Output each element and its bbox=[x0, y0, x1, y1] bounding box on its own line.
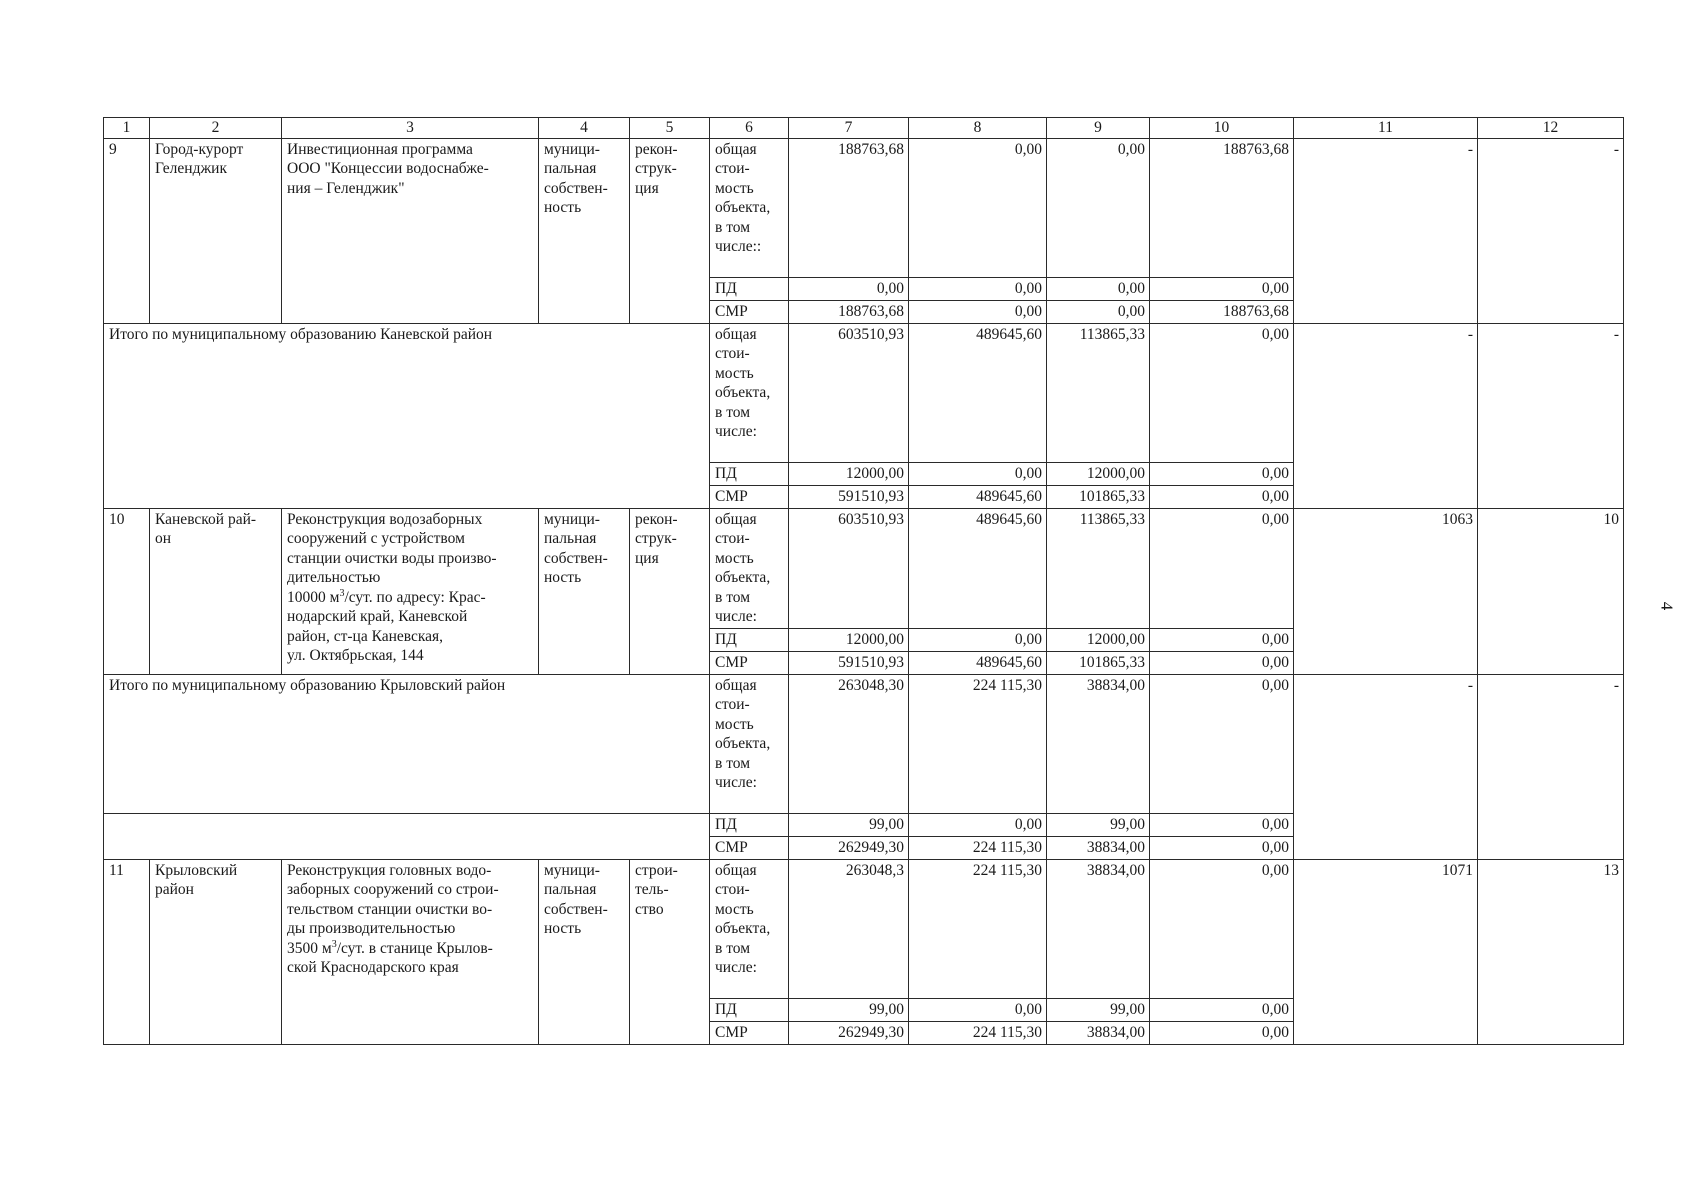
value-cell: 0,00 bbox=[1150, 674, 1294, 813]
object-row-general bbox=[104, 508, 1624, 628]
value-cell: 0,00 bbox=[909, 813, 1047, 836]
value-cell: 0,00 bbox=[909, 998, 1047, 1021]
object-row-general bbox=[104, 138, 1624, 277]
header-cell: 10 bbox=[1150, 118, 1294, 139]
total-title: Итого по муниципальному образованию Крыловский район bbox=[104, 674, 710, 813]
col12-cell: - bbox=[1478, 138, 1624, 323]
ownership-cell: муници- пальная собствен- ность bbox=[539, 508, 630, 674]
header-cell: 3 bbox=[282, 118, 539, 139]
value-cell: 489645,60 bbox=[909, 508, 1047, 628]
value-cell: 262949,30 bbox=[789, 1021, 909, 1044]
general-cost-label: общая стои- мость объекта, в том числе: bbox=[710, 323, 789, 462]
value-cell: 99,00 bbox=[789, 813, 909, 836]
general-cost-label: общая стои- мость объекта, в том числе: bbox=[710, 674, 789, 813]
value-cell: 224 115,30 bbox=[909, 859, 1047, 998]
ownership-cell: муници- пальная собствен- ность bbox=[539, 138, 630, 323]
header-cell: 7 bbox=[789, 118, 909, 139]
value-cell: 12000,00 bbox=[789, 462, 909, 485]
empty-merged-cell bbox=[104, 813, 710, 859]
total-row-general bbox=[104, 323, 1624, 462]
superscript: 3 bbox=[339, 587, 345, 599]
superscript: 3 bbox=[331, 938, 337, 950]
value-cell: 224 115,30 bbox=[909, 674, 1047, 813]
object-name-cell bbox=[282, 859, 539, 1044]
col11-cell: 1063 bbox=[1294, 508, 1478, 674]
value-cell: 101865,33 bbox=[1047, 485, 1150, 508]
value-cell: 0,00 bbox=[1150, 323, 1294, 462]
col11-cell: 1071 bbox=[1294, 859, 1478, 1044]
pd-label: ПД bbox=[710, 277, 789, 300]
object-row-general bbox=[104, 859, 1624, 998]
value-cell: 489645,60 bbox=[909, 485, 1047, 508]
value-cell: 38834,00 bbox=[1047, 1021, 1150, 1044]
col12-cell: - bbox=[1478, 323, 1624, 508]
value-cell: 99,00 bbox=[1047, 998, 1150, 1021]
municipality-cell: Город-курорт Геленджик bbox=[150, 138, 282, 323]
value-cell: 0,00 bbox=[1150, 1021, 1294, 1044]
investment-table bbox=[103, 117, 1624, 1045]
value-cell: 0,00 bbox=[1150, 277, 1294, 300]
value-cell: 0,00 bbox=[909, 628, 1047, 651]
header-cell: 11 bbox=[1294, 118, 1478, 139]
value-cell: 0,00 bbox=[1047, 138, 1150, 277]
column-number-header-row bbox=[104, 118, 1624, 139]
value-cell: 0,00 bbox=[1047, 277, 1150, 300]
value-cell: 101865,33 bbox=[1047, 651, 1150, 674]
value-cell: 12000,00 bbox=[1047, 462, 1150, 485]
value-cell: 591510,93 bbox=[789, 651, 909, 674]
value-cell: 263048,3 bbox=[789, 859, 909, 998]
header-cell: 8 bbox=[909, 118, 1047, 139]
value-cell: 0,00 bbox=[1150, 859, 1294, 998]
total-title: Итого по муниципальному образованию Каневской район bbox=[104, 323, 710, 508]
value-cell: 188763,68 bbox=[789, 138, 909, 277]
page-number: 4 bbox=[1657, 601, 1677, 611]
col12-cell: 13 bbox=[1478, 859, 1624, 1044]
municipality-cell: Каневской рай- он bbox=[150, 508, 282, 674]
value-cell: 224 115,30 bbox=[909, 836, 1047, 859]
object-name-text: Реконструкция головных водо- заборных сооружений со строи- тельством станции очистки во- ды производительностью 3500 м bbox=[287, 861, 499, 957]
value-cell: 0,00 bbox=[909, 277, 1047, 300]
header-cell: 4 bbox=[539, 118, 630, 139]
value-cell: 0,00 bbox=[1150, 508, 1294, 628]
row-number: 9 bbox=[104, 138, 150, 323]
value-cell: 0,00 bbox=[1150, 836, 1294, 859]
header-cell: 6 bbox=[710, 118, 789, 139]
value-cell: 12000,00 bbox=[789, 628, 909, 651]
pd-label: ПД bbox=[710, 813, 789, 836]
general-cost-label: общая стои- мость объекта, в том числе:: bbox=[710, 138, 789, 277]
value-cell: 591510,93 bbox=[789, 485, 909, 508]
smr-label: СМР bbox=[710, 1021, 789, 1044]
col12-cell: 10 bbox=[1478, 508, 1624, 674]
smr-label: СМР bbox=[710, 300, 789, 323]
value-cell: 12000,00 bbox=[1047, 628, 1150, 651]
object-name-cell: Инвестиционная программа ООО "Концессии водоснабже- ния – Геленджик" bbox=[282, 138, 539, 323]
value-cell: 188763,68 bbox=[1150, 138, 1294, 277]
value-cell: 38834,00 bbox=[1047, 859, 1150, 998]
pd-label: ПД bbox=[710, 998, 789, 1021]
value-cell: 224 115,30 bbox=[909, 1021, 1047, 1044]
work-type-cell: рекон- струк- ция bbox=[630, 508, 710, 674]
value-cell: 0,00 bbox=[1150, 651, 1294, 674]
value-cell: 603510,93 bbox=[789, 323, 909, 462]
row-number: 10 bbox=[104, 508, 150, 674]
work-type-cell: строи- тель- ство bbox=[630, 859, 710, 1044]
object-name-text: /сут. в станице Крылов- ской Краснодарского края bbox=[287, 939, 493, 976]
general-cost-label: общая стои- мость объекта, в том числе: bbox=[710, 859, 789, 998]
value-cell: 0,00 bbox=[909, 138, 1047, 277]
value-cell: 0,00 bbox=[909, 300, 1047, 323]
value-cell: 263048,30 bbox=[789, 674, 909, 813]
value-cell: 99,00 bbox=[789, 998, 909, 1021]
general-cost-label: общая стои- мость объекта, в том числе: bbox=[710, 508, 789, 628]
header-cell: 2 bbox=[150, 118, 282, 139]
object-name-cell bbox=[282, 508, 539, 674]
value-cell: 113865,33 bbox=[1047, 508, 1150, 628]
value-cell: 188763,68 bbox=[1150, 300, 1294, 323]
ownership-cell: муници- пальная собствен- ность bbox=[539, 859, 630, 1044]
value-cell: 0,00 bbox=[1150, 628, 1294, 651]
value-cell: 113865,33 bbox=[1047, 323, 1150, 462]
header-cell: 9 bbox=[1047, 118, 1150, 139]
header-cell: 12 bbox=[1478, 118, 1624, 139]
value-cell: 0,00 bbox=[1150, 998, 1294, 1021]
total-row-general bbox=[104, 674, 1624, 813]
value-cell: 0,00 bbox=[1047, 300, 1150, 323]
col11-cell: - bbox=[1294, 323, 1478, 508]
value-cell: 489645,60 bbox=[909, 651, 1047, 674]
value-cell: 188763,68 bbox=[789, 300, 909, 323]
value-cell: 99,00 bbox=[1047, 813, 1150, 836]
value-cell: 0,00 bbox=[1150, 813, 1294, 836]
value-cell: 0,00 bbox=[789, 277, 909, 300]
value-cell: 262949,30 bbox=[789, 836, 909, 859]
value-cell: 38834,00 bbox=[1047, 836, 1150, 859]
value-cell: 603510,93 bbox=[789, 508, 909, 628]
col12-cell: - bbox=[1478, 674, 1624, 859]
header-cell: 5 bbox=[630, 118, 710, 139]
smr-label: СМР bbox=[710, 836, 789, 859]
col11-cell: - bbox=[1294, 138, 1478, 323]
work-type-cell: рекон- струк- ция bbox=[630, 138, 710, 323]
pd-label: ПД bbox=[710, 462, 789, 485]
municipality-cell: Крыловский район bbox=[150, 859, 282, 1044]
object-name-text: /сут. по адресу: Крас- нодарский край, Каневской район, ст-ца Каневская, ул. Октябрьская, 144 bbox=[287, 588, 486, 664]
row-number: 11 bbox=[104, 859, 150, 1044]
col11-cell: - bbox=[1294, 674, 1478, 859]
value-cell: 0,00 bbox=[1150, 485, 1294, 508]
value-cell: 38834,00 bbox=[1047, 674, 1150, 813]
value-cell: 489645,60 bbox=[909, 323, 1047, 462]
object-name-text: Реконструкция водозаборных сооружений с устройством станции очистки воды произво- дительностью 10000 м bbox=[287, 510, 497, 606]
header-cell: 1 bbox=[104, 118, 150, 139]
smr-label: СМР bbox=[710, 485, 789, 508]
value-cell: 0,00 bbox=[1150, 462, 1294, 485]
smr-label: СМР bbox=[710, 651, 789, 674]
value-cell: 0,00 bbox=[909, 462, 1047, 485]
pd-label: ПД bbox=[710, 628, 789, 651]
